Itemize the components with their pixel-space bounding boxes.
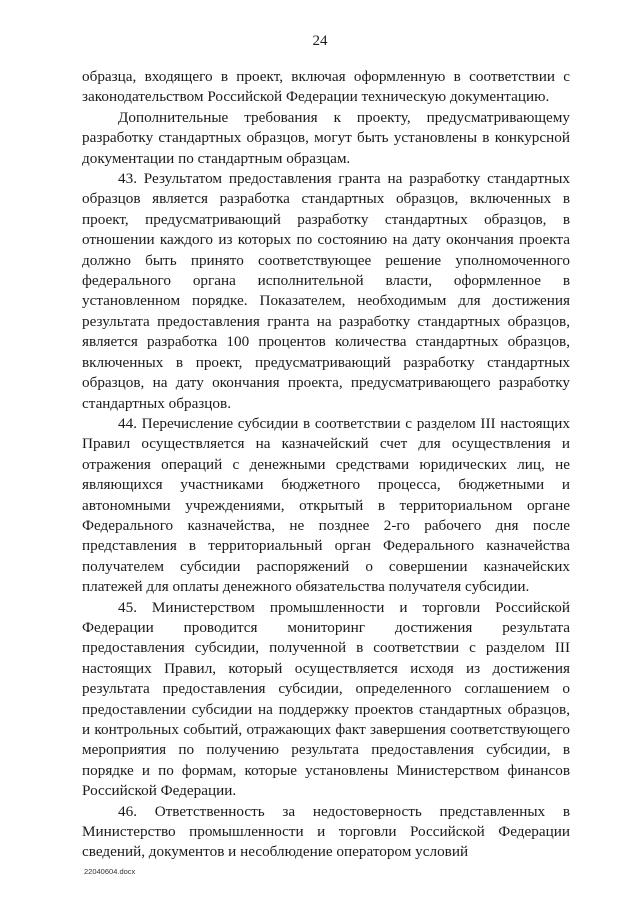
- document-body: [82, 67, 570, 863]
- paragraph-continuation: образца, входящего в проект, включая оформленную в соответствии с законодательством Российской Федерации техническую документацию.: [82, 68, 570, 106]
- page-number: 24: [312, 33, 328, 49]
- paragraph-45: 45. Министерством промышленности и торговли Российской Федерации проводится мониторинг достижения результата предоставления субсидии, полученной в соответствии с разделом III настоящих Правил, который осуществляется исходя из достижения результата предоставления субсидии, определенного соглашением о предоставлении субсидии на поддержку проектов стандартных образцов, и контрольных событий, отражающих факт завершения соответствующего мероприятия по получению результата предоставления субсидии, в порядке и по формам, которые установлены Министерством финансов Российской Федерации.: [82, 598, 570, 800]
- paragraph-additional-requirements: Дополнительные требования к проекту, предусматривающему разработку стандартных образцов, могут быть установлены в конкурсной документации по стандартным образцам.: [82, 108, 570, 167]
- footer-file-id: 22040604.docx: [84, 867, 136, 876]
- paragraph-43: 43. Результатом предоставления гранта на разработку стандартных образцов является разработка стандартных образцов, включенных в проект, предусматривающий разработку стандартных образцов, в отношении каждого из которых по состоянию на дату окончания проекта должно быть принято соответствующее решение уполномоченного федерального органа исполнительной власти, оформленное в установленном порядке. Показателем, необходимым для достижения результата предоставления гранта на разработку стандартных образцов, является разработка 100 процентов количества стандартных образцов, включенных в проект, предусматривающий разработку стандартных образцов, на дату окончания проекта, предусматривающего разработку стандартных образцов.: [82, 170, 570, 412]
- paragraph-44: 44. Перечисление субсидии в соответствии с разделом III настоящих Правил осуществляется на казначейский счет для осуществления и отражения операций с денежными средствами юридических лиц, не являющихся участниками бюджетного процесса, бюджетными и автономными учреждениями, открытый в территориальном органе Федерального казначейства, не позднее 2-го рабочего дня после представления в территориальный орган Федерального казначейства получателем субсидии распоряжений о совершении казначейских платежей для оплаты денежного обязательства получателя субсидии.: [82, 414, 570, 596]
- paragraph-46: 46. Ответственность за недостоверность представленных в Министерство промышленности и торговли Российской Федерации сведений, документов и несоблюдение оператором условий: [82, 802, 570, 861]
